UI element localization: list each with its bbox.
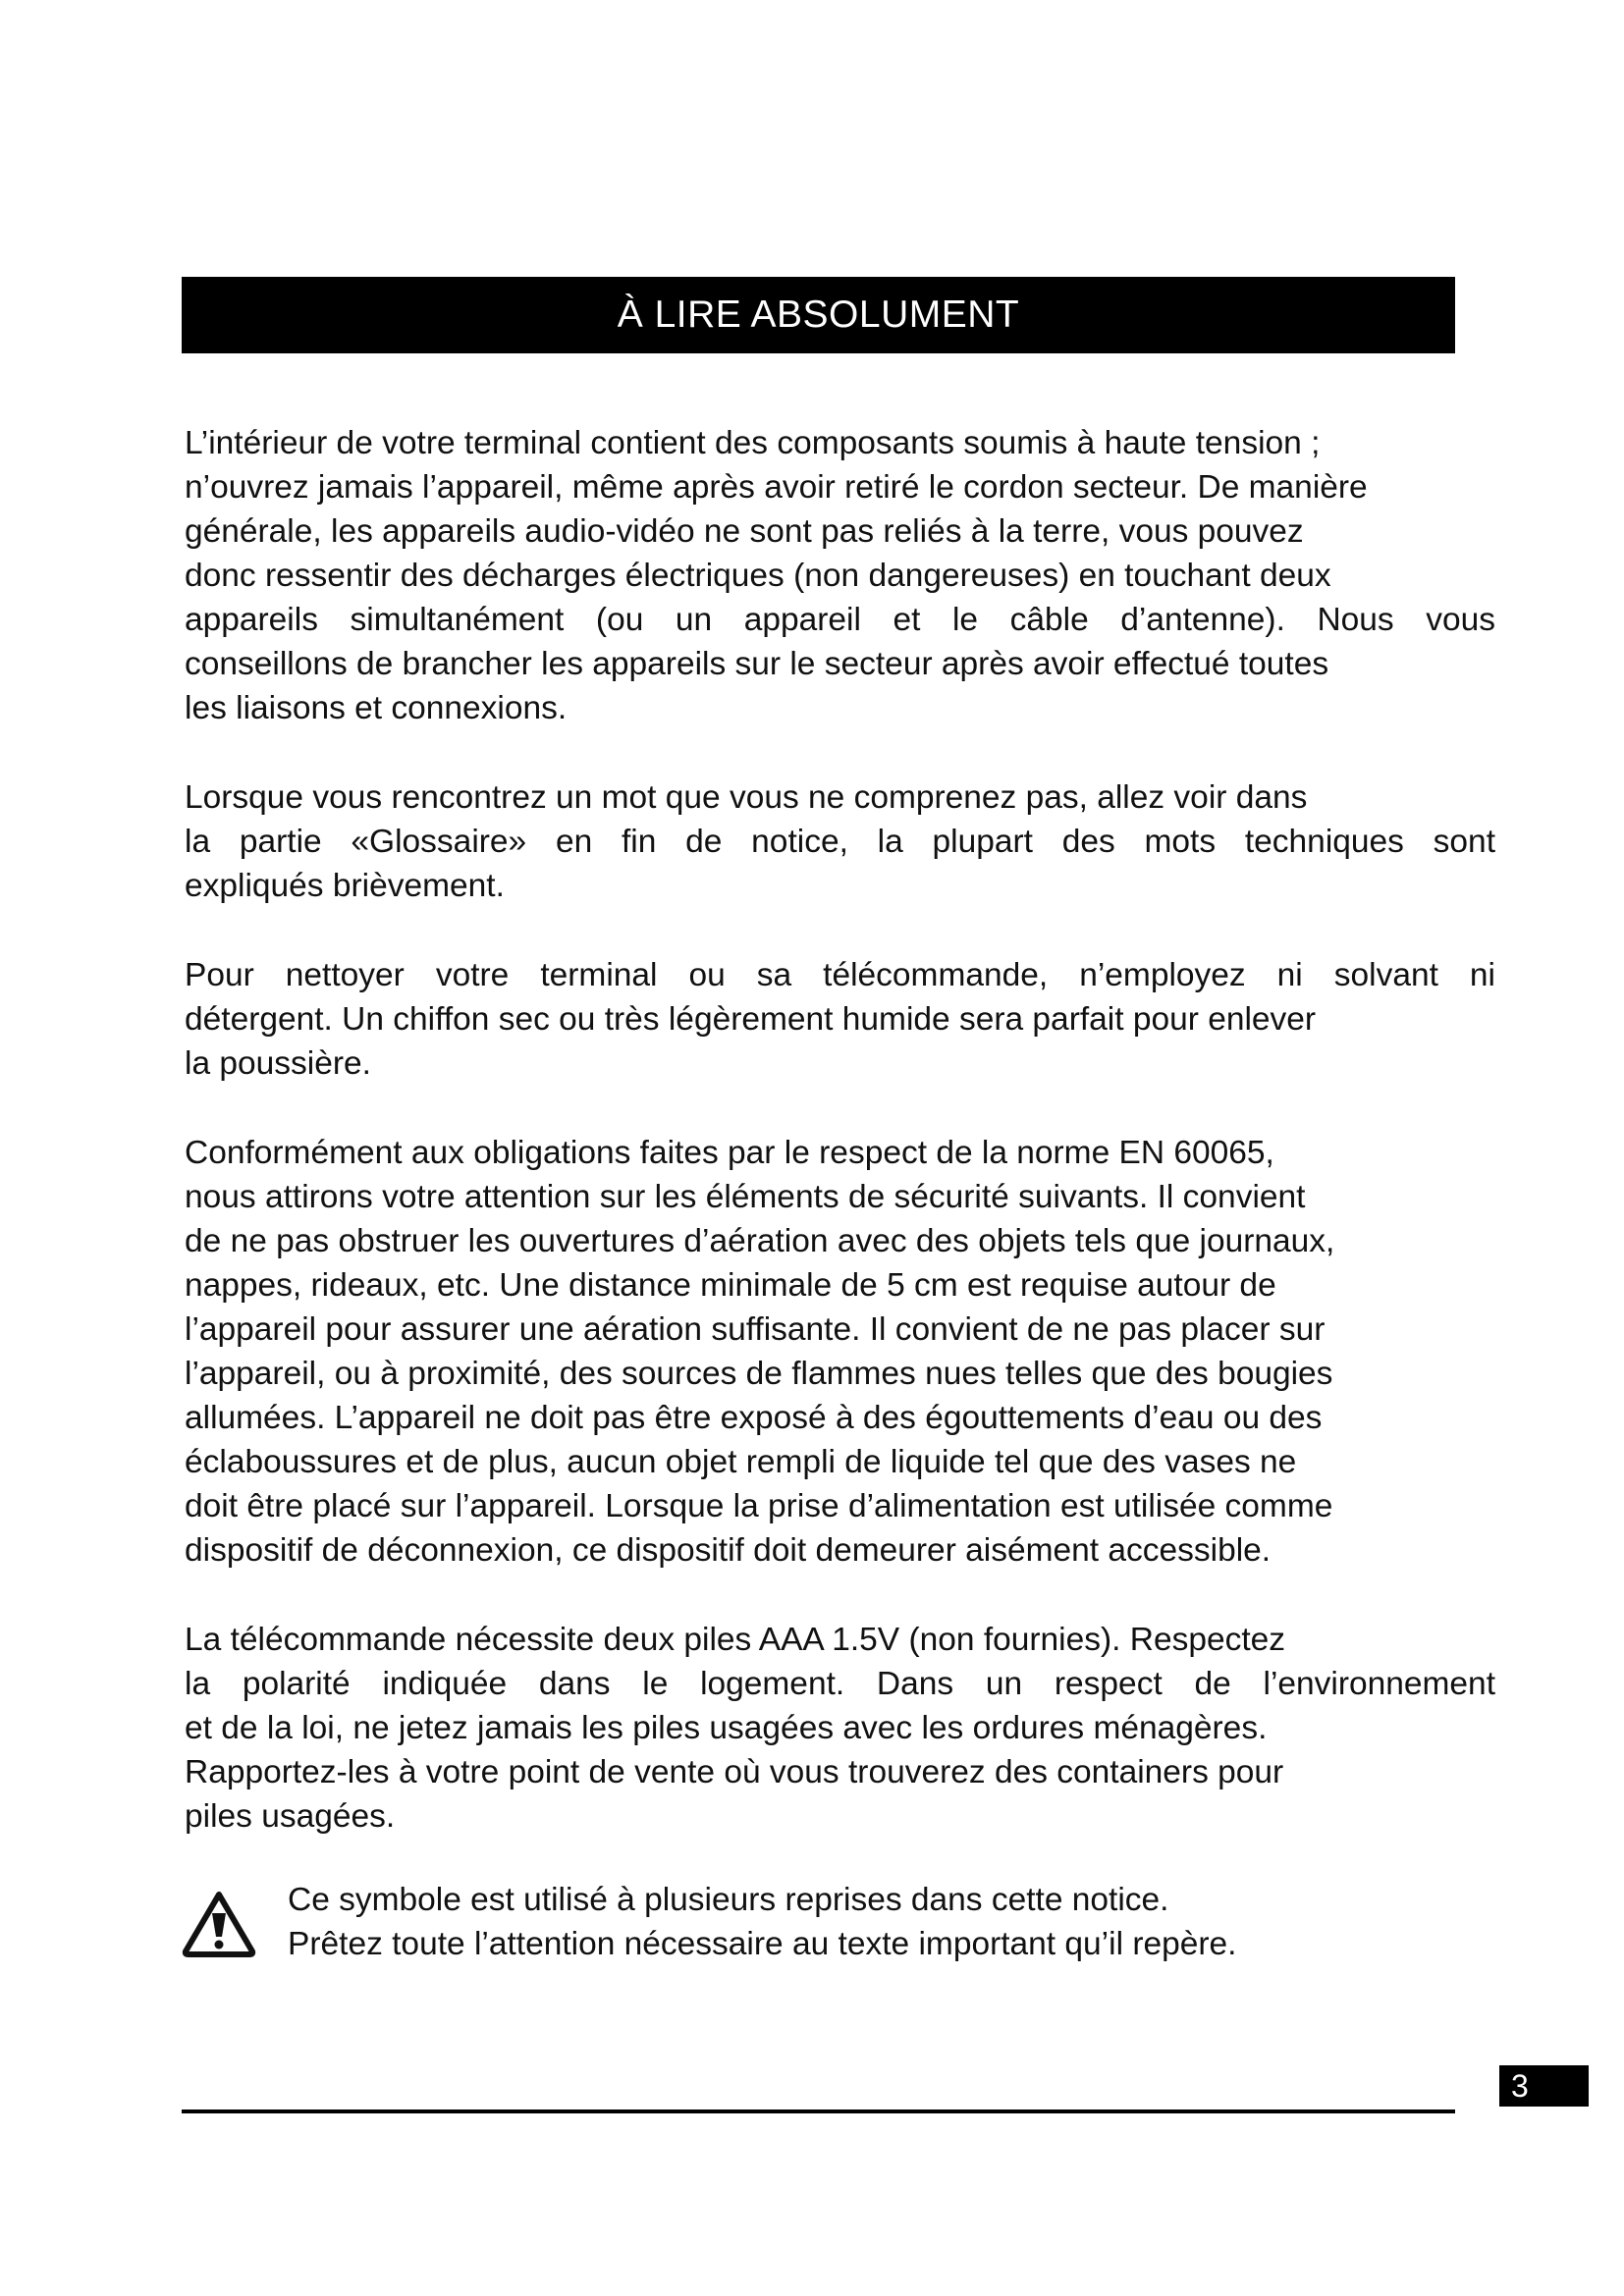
text-line: allumées. L’appareil ne doit pas être exposé à des égouttements d’eau ou des <box>185 1400 1323 1436</box>
text-line: piles usagées. <box>185 1798 396 1835</box>
body-text <box>185 421 1495 1884</box>
text-line: L’intérieur de votre terminal contient des composants soumis à haute tension ; <box>185 425 1321 461</box>
text-line: de ne pas obstruer les ouvertures d’aération avec des objets tels que journaux, <box>185 1223 1335 1259</box>
text-line: Conformément aux obligations faites par le respect de la norme EN 60065, <box>185 1135 1274 1171</box>
page-title-text: À LIRE ABSOLUMENT <box>617 294 1020 336</box>
paragraph-safety-norm <box>185 1131 1495 1573</box>
text-line: l’appareil pour assurer une aération suffisante. Il convient de ne pas placer sur <box>185 1311 1326 1348</box>
text-line: Prêtez toute l’attention nécessaire au texte important qu’il repère. <box>288 1926 1237 1962</box>
text-line: générale, les appareils audio-vidéo ne sont pas reliés à la terre, vous pouvez <box>185 513 1304 550</box>
paragraph-cleaning <box>185 953 1495 1086</box>
footer-divider <box>182 2109 1455 2113</box>
page-title <box>182 277 1455 353</box>
text-line: appareils simultanément (ou un appareil et le câble d’antenne). Nous vous <box>185 602 1495 638</box>
text-line: Ce symbole est utilisé à plusieurs reprises dans cette notice. <box>288 1882 1169 1918</box>
text-line: dispositif de déconnexion, ce dispositif doit demeurer aisément accessible. <box>185 1532 1272 1569</box>
warning-icon <box>182 1890 256 1958</box>
text-line: l’appareil, ou à proximité, des sources de flammes nues telles que des bougies <box>185 1356 1333 1392</box>
text-line: La télécommande nécessite deux piles AAA 1.5V (non fournies). Respectez <box>185 1622 1286 1658</box>
text-line: donc ressentir des décharges électriques (non dangereuses) en touchant deux <box>185 558 1331 594</box>
text-line: Lorsque vous rencontrez un mot que vous ne comprenez pas, allez voir dans <box>185 779 1308 816</box>
text-line: nappes, rideaux, etc. Une distance minimale de 5 cm est requise autour de <box>185 1267 1276 1304</box>
text-line: les liaisons et connexions. <box>185 690 568 726</box>
text-line: doit être placé sur l’appareil. Lorsque la prise d’alimentation est utilisée comme <box>185 1488 1333 1524</box>
warning-notice <box>182 1878 1497 1976</box>
paragraph-remote-batteries <box>185 1618 1495 1839</box>
text-line: Pour nettoyer votre terminal ou sa télécommande, n’employez ni solvant ni <box>185 957 1495 993</box>
warning-notice-text <box>288 1878 1236 1966</box>
text-line: n’ouvrez jamais l’appareil, même après avoir retiré le cordon secteur. De manière <box>185 469 1368 506</box>
text-line: et de la loi, ne jetez jamais les piles usagées avec les ordures ménagères. <box>185 1710 1268 1746</box>
text-line: expliqués brièvement. <box>185 868 505 904</box>
page-number: 3 <box>1499 2065 1589 2107</box>
text-line: la poussière. <box>185 1045 371 1082</box>
text-line: conseillons de brancher les appareils sur le secteur après avoir effectué toutes <box>185 646 1329 682</box>
text-line: détergent. Un chiffon sec ou très légèrement humide sera parfait pour enlever <box>185 1001 1317 1038</box>
text-line: la polarité indiquée dans le logement. Dans un respect de l’environnement <box>185 1666 1495 1702</box>
paragraph-high-voltage <box>185 421 1495 730</box>
text-line: éclaboussures et de plus, aucun objet rempli de liquide tel que des vases ne <box>185 1444 1297 1480</box>
text-line: Rapportez-les à votre point de vente où vous trouverez des containers pour <box>185 1754 1284 1790</box>
text-line: nous attirons votre attention sur les éléments de sécurité suivants. Il convient <box>185 1179 1306 1215</box>
paragraph-glossary <box>185 775 1495 908</box>
text-line: la partie «Glossaire» en fin de notice, la plupart des mots techniques sont <box>185 824 1495 860</box>
